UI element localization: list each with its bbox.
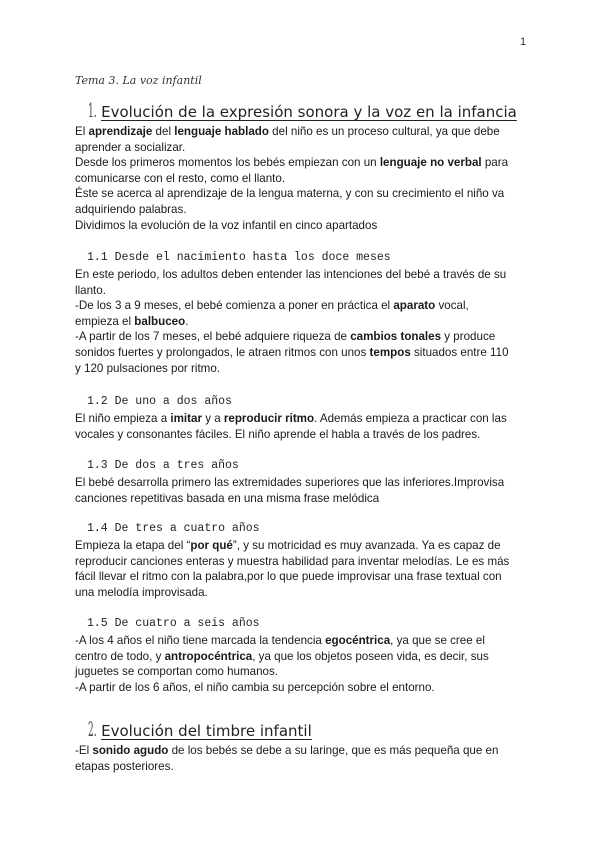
section-2-number: 2. xyxy=(88,717,97,741)
text-line: -El sonido agudo de los bebés se debe a su laringe, que es más pequeña que en xyxy=(75,744,499,757)
text-line: comunicarse con el resto, como el llanto. xyxy=(75,171,286,185)
subsection-1-5-body xyxy=(75,633,535,695)
text-line: El aprendizaje del lenguaje hablado del niño es un proceso cultural, ya que debe xyxy=(75,125,500,138)
text-line: -A partir de los 7 meses, el bebé adquiere riqueza de cambios tonales y produce xyxy=(75,330,496,344)
section-2-title: Evolución del timbre infantil xyxy=(101,722,312,740)
text-line: -A los 4 años el niño tiene marcada la tendencia egocéntrica, ya que se cree el xyxy=(75,634,485,647)
text-line: empieza el balbuceo. xyxy=(75,314,189,328)
section-2-body xyxy=(75,743,535,774)
bold-term: cambios tonales xyxy=(350,330,442,344)
section-1-heading xyxy=(88,98,517,122)
text-line: centro de todo, y antropocéntrica, ya que los objetos poseen vida, es decir, sus xyxy=(75,649,489,663)
text-line: vocales y consonantes fáciles. El niño aprende el habla a través de los padres. xyxy=(75,427,481,441)
bold-term: por qué xyxy=(190,539,233,552)
bold-term: imitar xyxy=(170,412,202,425)
subsection-1-3-title: 1.3 De dos a tres años xyxy=(87,459,239,472)
text-line: En este periodo, los adultos deben entender las intenciones del bebé a través de su xyxy=(75,268,507,281)
text-line: -De los 3 a 9 meses, el bebé comienza a poner en práctica el aparato vocal, xyxy=(75,299,469,313)
section-1-title: Evolución de la expresión sonora y la voz en la infancia xyxy=(101,103,517,121)
bold-term: egocéntrica xyxy=(325,634,391,647)
subsection-1-2-title: 1.2 De uno a dos años xyxy=(87,395,232,408)
bold-term: tempos xyxy=(369,345,411,359)
text-line: Dividimos la evolución de la voz infantil en cinco apartados xyxy=(75,218,378,232)
text-line: juguetes se comportan como humanos. xyxy=(75,665,279,679)
bold-term: lenguaje no verbal xyxy=(379,156,482,170)
subsection-1-5-title: 1.5 De cuatro a seis años xyxy=(87,617,260,630)
text-line: Empieza la etapa del “por qué”, y su motricidad es muy avanzada. Ya es capaz de xyxy=(75,539,501,552)
bold-term: aprendizaje xyxy=(88,125,153,138)
text-line: El bebé desarrolla primero las extremidades superiores que las inferiores.Improvisa xyxy=(75,476,505,489)
bold-term: lenguaje hablado xyxy=(174,125,269,138)
bold-term: antropocéntrica xyxy=(164,649,253,663)
text-line: reproducir canciones enteras y muestra habilidad para inventar melodías. Le es más xyxy=(75,554,510,568)
subsection-1-1-title: 1.1 Desde el nacimiento hasta los doce meses xyxy=(87,251,391,264)
text-line: sonidos fuertes y prolongados, le atraen ritmos con unos tempos situados entre 110 xyxy=(75,345,509,359)
text-line: llanto. xyxy=(75,283,106,297)
text-line: adquiriendo palabras. xyxy=(75,202,187,216)
text-line: Éste se acerca al aprendizaje de la lengua materna, y con su crecimiento el niño va xyxy=(75,187,505,201)
subsection-1-2-body xyxy=(75,411,535,442)
text-line: -A partir de los 6 años, el niño cambia su percepción sobre el entorno. xyxy=(75,680,435,694)
subsection-1-1-body xyxy=(75,267,535,376)
topic-title: Tema 3. La voz infantil xyxy=(75,74,202,87)
text-line: una melodía improvisada. xyxy=(75,585,208,599)
bold-term: reproducir ritmo xyxy=(223,412,315,425)
text-line: etapas posteriores. xyxy=(75,759,174,773)
text-line: aprender a socializar. xyxy=(75,140,186,154)
subsection-1-4-title: 1.4 De tres a cuatro años xyxy=(87,522,260,535)
text-line: El niño empieza a imitar y a reproducir ritmo. Además empieza a practicar con las xyxy=(75,412,507,425)
subsection-1-3-body xyxy=(75,475,535,506)
section-1-intro xyxy=(75,124,535,233)
bold-term: aparato xyxy=(393,299,436,313)
bold-term: balbuceo xyxy=(134,314,186,328)
subsection-1-4-body xyxy=(75,538,535,600)
text-line: y 120 pulsaciones por ritmo. xyxy=(75,361,220,375)
section-2-heading xyxy=(88,717,312,741)
text-line: fácil llevar el ritmo con la palabra,por lo que puede improvisar una frase textual con xyxy=(75,570,502,584)
section-1-number: 1. xyxy=(88,98,97,122)
text-line: Desde los primeros momentos los bebés empiezan con un lenguaje no verbal para xyxy=(75,156,509,170)
text-line: canciones repetitivas basada en una misma frase melódica xyxy=(75,491,380,505)
page-number: 1 xyxy=(520,36,527,48)
bold-term: sonido agudo xyxy=(92,744,169,757)
